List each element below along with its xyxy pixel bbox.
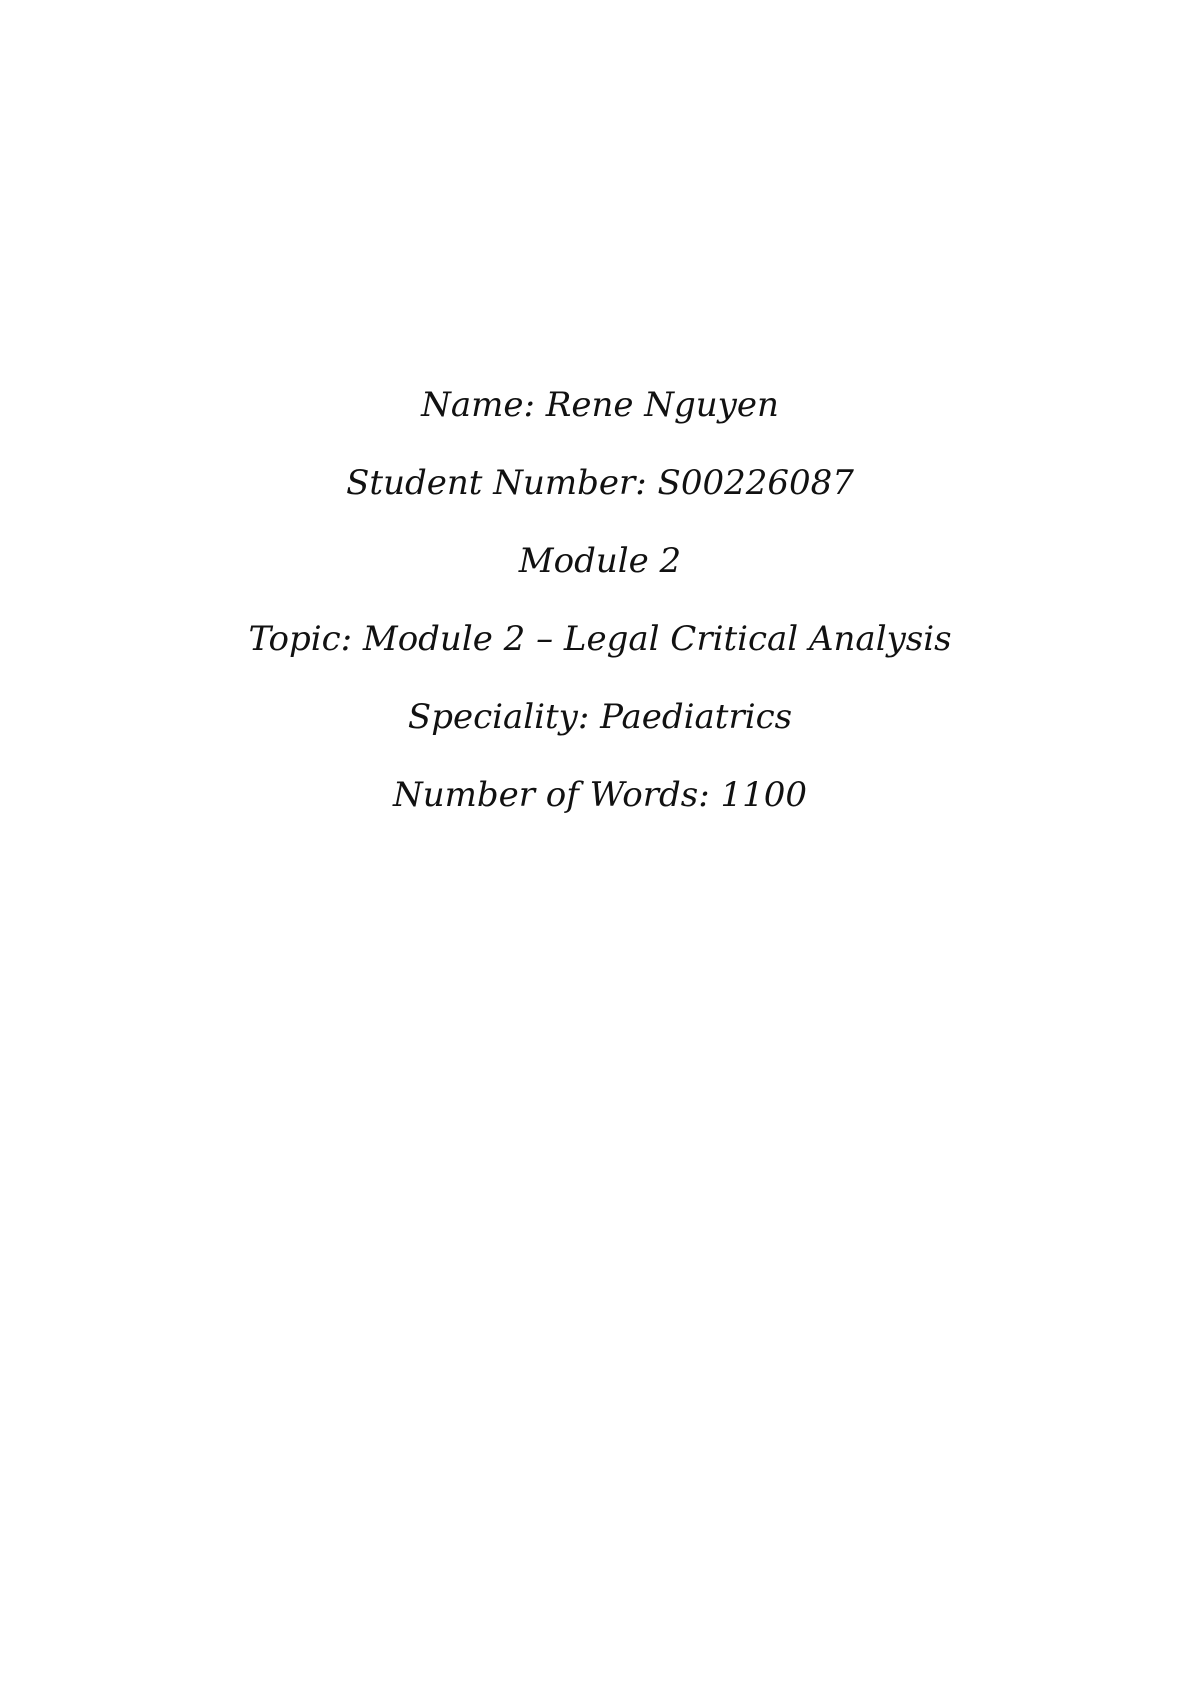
student-name: Name: Rene Nguyen [421,385,779,425]
topic: Topic: Module 2 – Legal Critical Analysis [248,619,952,659]
speciality: Speciality: Paediatrics [407,697,793,737]
cover-details [0,385,1200,853]
student-number: Student Number: S00226087 [346,463,854,503]
word-count: Number of Words: 1100 [392,775,808,815]
module-title: Module 2 [518,541,682,581]
